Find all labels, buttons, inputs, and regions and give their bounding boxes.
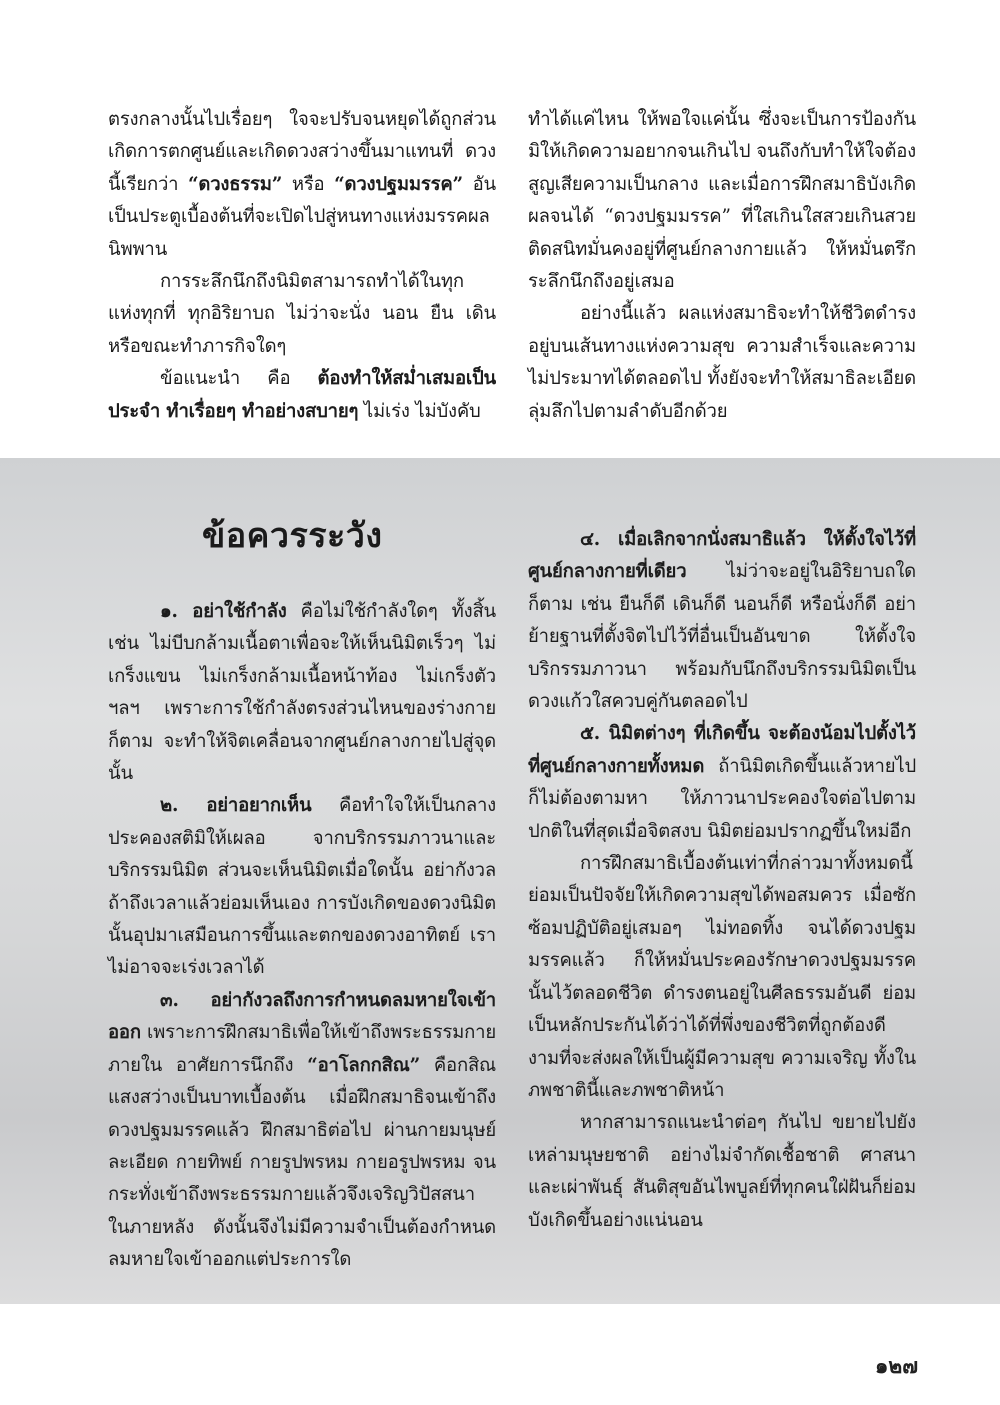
item-heading: ๒. อย่าอยากเห็น [160, 795, 312, 817]
item-heading: ๓. อย่ากังวลถึงการกำหนดลมหายใจเข้าออก [108, 989, 496, 1044]
caution-item-2: ๒. อย่าอยากเห็น คือทำใจให้เป็นกลาง ประคองสติมิให้เผลอ จากบริกรรมภาวนาและบริกรรมนิมิต ส่วนจะเห็นนิมิตเมื่อใดนั้น อย่ากังวล ถ้าถึงเวลาแล้วย่อมเห็นเอง การบังเกิดของดวงนิมิตนั้นอุปมาเสมือนการขึ้นและตกของดวงอาทิตย์ เราไม่อาจจะเร่งเวลาได้ [108, 795, 496, 979]
top-right-column [528, 104, 916, 428]
item-heading: ๔. เมื่อเลิกจากนั่งสมาธิแล้ว ให้ตั้งใจไว้ที่ศูนย์กลางกายที่เดียว [528, 529, 916, 583]
paragraph: ข้อแนะนำ คือ ต้องทำให้สม่ำเสมอเป็นประจำ ทำเรื่อยๆ ทำอย่างสบายๆ ไม่เร่ง ไม่บังคับ [108, 368, 496, 422]
paragraph: หากสามารถแนะนำต่อๆ กันไป ขยายไปยังเหล่ามนุษยชาติ อย่างไม่จำกัดเชื้อชาติ ศาสนา และเผ่าพันธุ์ สันติสุขอันไพบูลย์ที่ทุกคนใฝ่ฝันก็ย่อมบังเกิดขึ้นอย่างแน่นอน [528, 1112, 916, 1231]
item-heading: ๕. นิมิตต่างๆ ที่เกิดขึ้น จะต้องน้อมไปตั้งไว้ที่ศูนย์กลางกายทั้งหมด [528, 723, 916, 777]
caution-item-1: ๑. อย่าใช้กำลัง คือไม่ใช้กำลังใดๆ ทั้งสิ้น เช่น ไม่บีบกล้ามเนื้อตาเพื่อจะให้เห็นนิมิตเร็วๆ ไม่เกร็งแขน ไม่เกร็งกล้ามเนื้อหน้าท้อง ไม่เกร็งตัว ฯลฯ เพราะการใช้กำลังตรงส่วนไหนของร่างกายก็ตาม จะทำให้จิตเคลื่อนจากศูนย์กลางกายไปสู่จุดนั้น [108, 601, 496, 785]
paragraph: ตรงกลางนั้นไปเรื่อยๆ ใจจะปรับจนหยุดได้ถูกส่วน เกิดการตกศูนย์และเกิดดวงสว่างขึ้นมาแทนที่ ดวงนี้เรียกว่า “ดวงธรรม” หรือ “ดวงปฐมมรรค” อันเป็นประตูเบื้องต้นที่จะเปิดไปสู่หนทางแห่งมรรคผลนิพพาน [108, 109, 496, 260]
caution-left-column [108, 596, 496, 1277]
section-title: ข้อควรระวัง [202, 516, 383, 556]
paragraph: ทำได้แค่ไหน ให้พอใจแค่นั้น ซึ่งจะเป็นการป้องกันมิให้เกิดความอยากจนเกินไป จนถึงกับทำให้ใจต้องสูญเสียความเป็นกลาง และเมื่อการฝึกสมาธิบังเกิดผลจนได้ “ดวงปฐมมรรค” ที่ใสเกินใสสวยเกินสวย ติดสนิทมั่นคงอยู่ที่ศูนย์กลางกายแล้ว ให้หมั่นตรึกระลึกนึกถึงอยู่เสมอ [528, 109, 916, 293]
bold-term: “ดวงธรรม” [187, 173, 283, 195]
caution-right-column [528, 524, 916, 1237]
top-left-column [108, 104, 496, 428]
bold-term: “ดวงปฐมมรรค” [334, 173, 464, 195]
paragraph: อย่างนี้แล้ว ผลแห่งสมาธิจะทำให้ชีวิตดำรงอยู่บนเส้นทางแห่งความสุข ความสำเร็จและความไม่ประมาทได้ตลอดไป ทั้งยังจะทำให้สมาธิละเอียดลุ่มลึกไปตามลำดับอีกด้วย [528, 303, 916, 422]
page-number: ๑๒๗ [875, 1354, 918, 1378]
item-heading: ๑. อย่าใช้กำลัง [160, 601, 287, 622]
paragraph: การฝึกสมาธิเบื้องต้นเท่าที่กล่าวมาทั้งหมดนี้ ย่อมเป็นปัจจัยให้เกิดความสุขได้พอสมควร เมื่อซักซ้อมปฏิบัติอยู่เสมอๆ ไม่ทอดทิ้ง จนได้ดวงปฐมมรรคแล้ว ก็ให้หมั่นประคองรักษาดวงปฐมมรรคนั้นไว้ตลอดชีวิต ดำรงตนอยู่ในศีลธรรมอันดี ย่อมเป็นหลักประกันได้ว่าได้ที่พึ่งของชีวิตที่ถูกต้องดีงามที่จะส่งผลให้เป็นผู้มีความสุข ความเจริญ ทั้งในภพชาตินี้และภพชาติหน้า [528, 853, 916, 1101]
paragraph: การระลึกนึกถึงนิมิตสามารถทำได้ในทุกแห่งทุกที่ ทุกอิริยาบถ ไม่ว่าจะนั่ง นอน ยืน เดิน หรือขณะทำภารกิจใดๆ [108, 271, 496, 357]
caution-item-4: ๔. เมื่อเลิกจากนั่งสมาธิแล้ว ให้ตั้งใจไว้ที่ศูนย์กลางกายที่เดียว ไม่ว่าจะอยู่ในอิริยาบถใดก็ตาม เช่น ยืนก็ดี เดินก็ดี นอนก็ดี หรือนั่งก็ดี อย่าย้ายฐานที่ตั้งจิตไปไว้ที่อื่นเป็นอันขาด ให้ตั้งใจบริกรรมภาวนา พร้อมกับนึกถึงบริกรรมนิมิตเป็นดวงแก้วใสควบคู่กันตลอดไป [528, 529, 916, 713]
bold-phrase: ต้องทำให้สม่ำเสมอเป็นประจำ ทำเรื่อยๆ ทำอย่างสบายๆ [108, 368, 496, 422]
caution-item-3: ๓. อย่ากังวลถึงการกำหนดลมหายใจเข้าออก เพราะการฝึกสมาธิเพื่อให้เข้าถึงพระธรรมกายภายใน อาศัยการนึกถึง “อาโลกกสิณ” คือกสิณแสงสว่างเป็นบาทเบื้องต้น เมื่อฝึกสมาธิจนเข้าถึงดวงปฐมมรรคแล้ว ฝึกสมาธิต่อไป ผ่านกายมนุษย์ละเอียด กายทิพย์ กายรูปพรหม กายอรูปพรหม จนกระทั่งเข้าถึงพระธรรมกายแล้วจึงเจริญวิปัสสนาในภายหลัง ดังนั้นจึงไม่มีความจำเป็นต้องกำหนดลมหายใจเข้าออกแต่ประการใด [108, 989, 496, 1271]
caution-item-5: ๕. นิมิตต่างๆ ที่เกิดขึ้น จะต้องน้อมไปตั้งไว้ที่ศูนย์กลางกายทั้งหมด ถ้านิมิตเกิดขึ้นแล้วหายไปก็ไม่ต้องตามหา ให้ภาวนาประคองใจต่อไปตามปกติในที่สุดเมื่อจิตสงบ นิมิตย่อมปรากฏขึ้นใหม่อีก [528, 723, 916, 842]
bold-term: “อาโลกกสิณ” [307, 1054, 421, 1076]
